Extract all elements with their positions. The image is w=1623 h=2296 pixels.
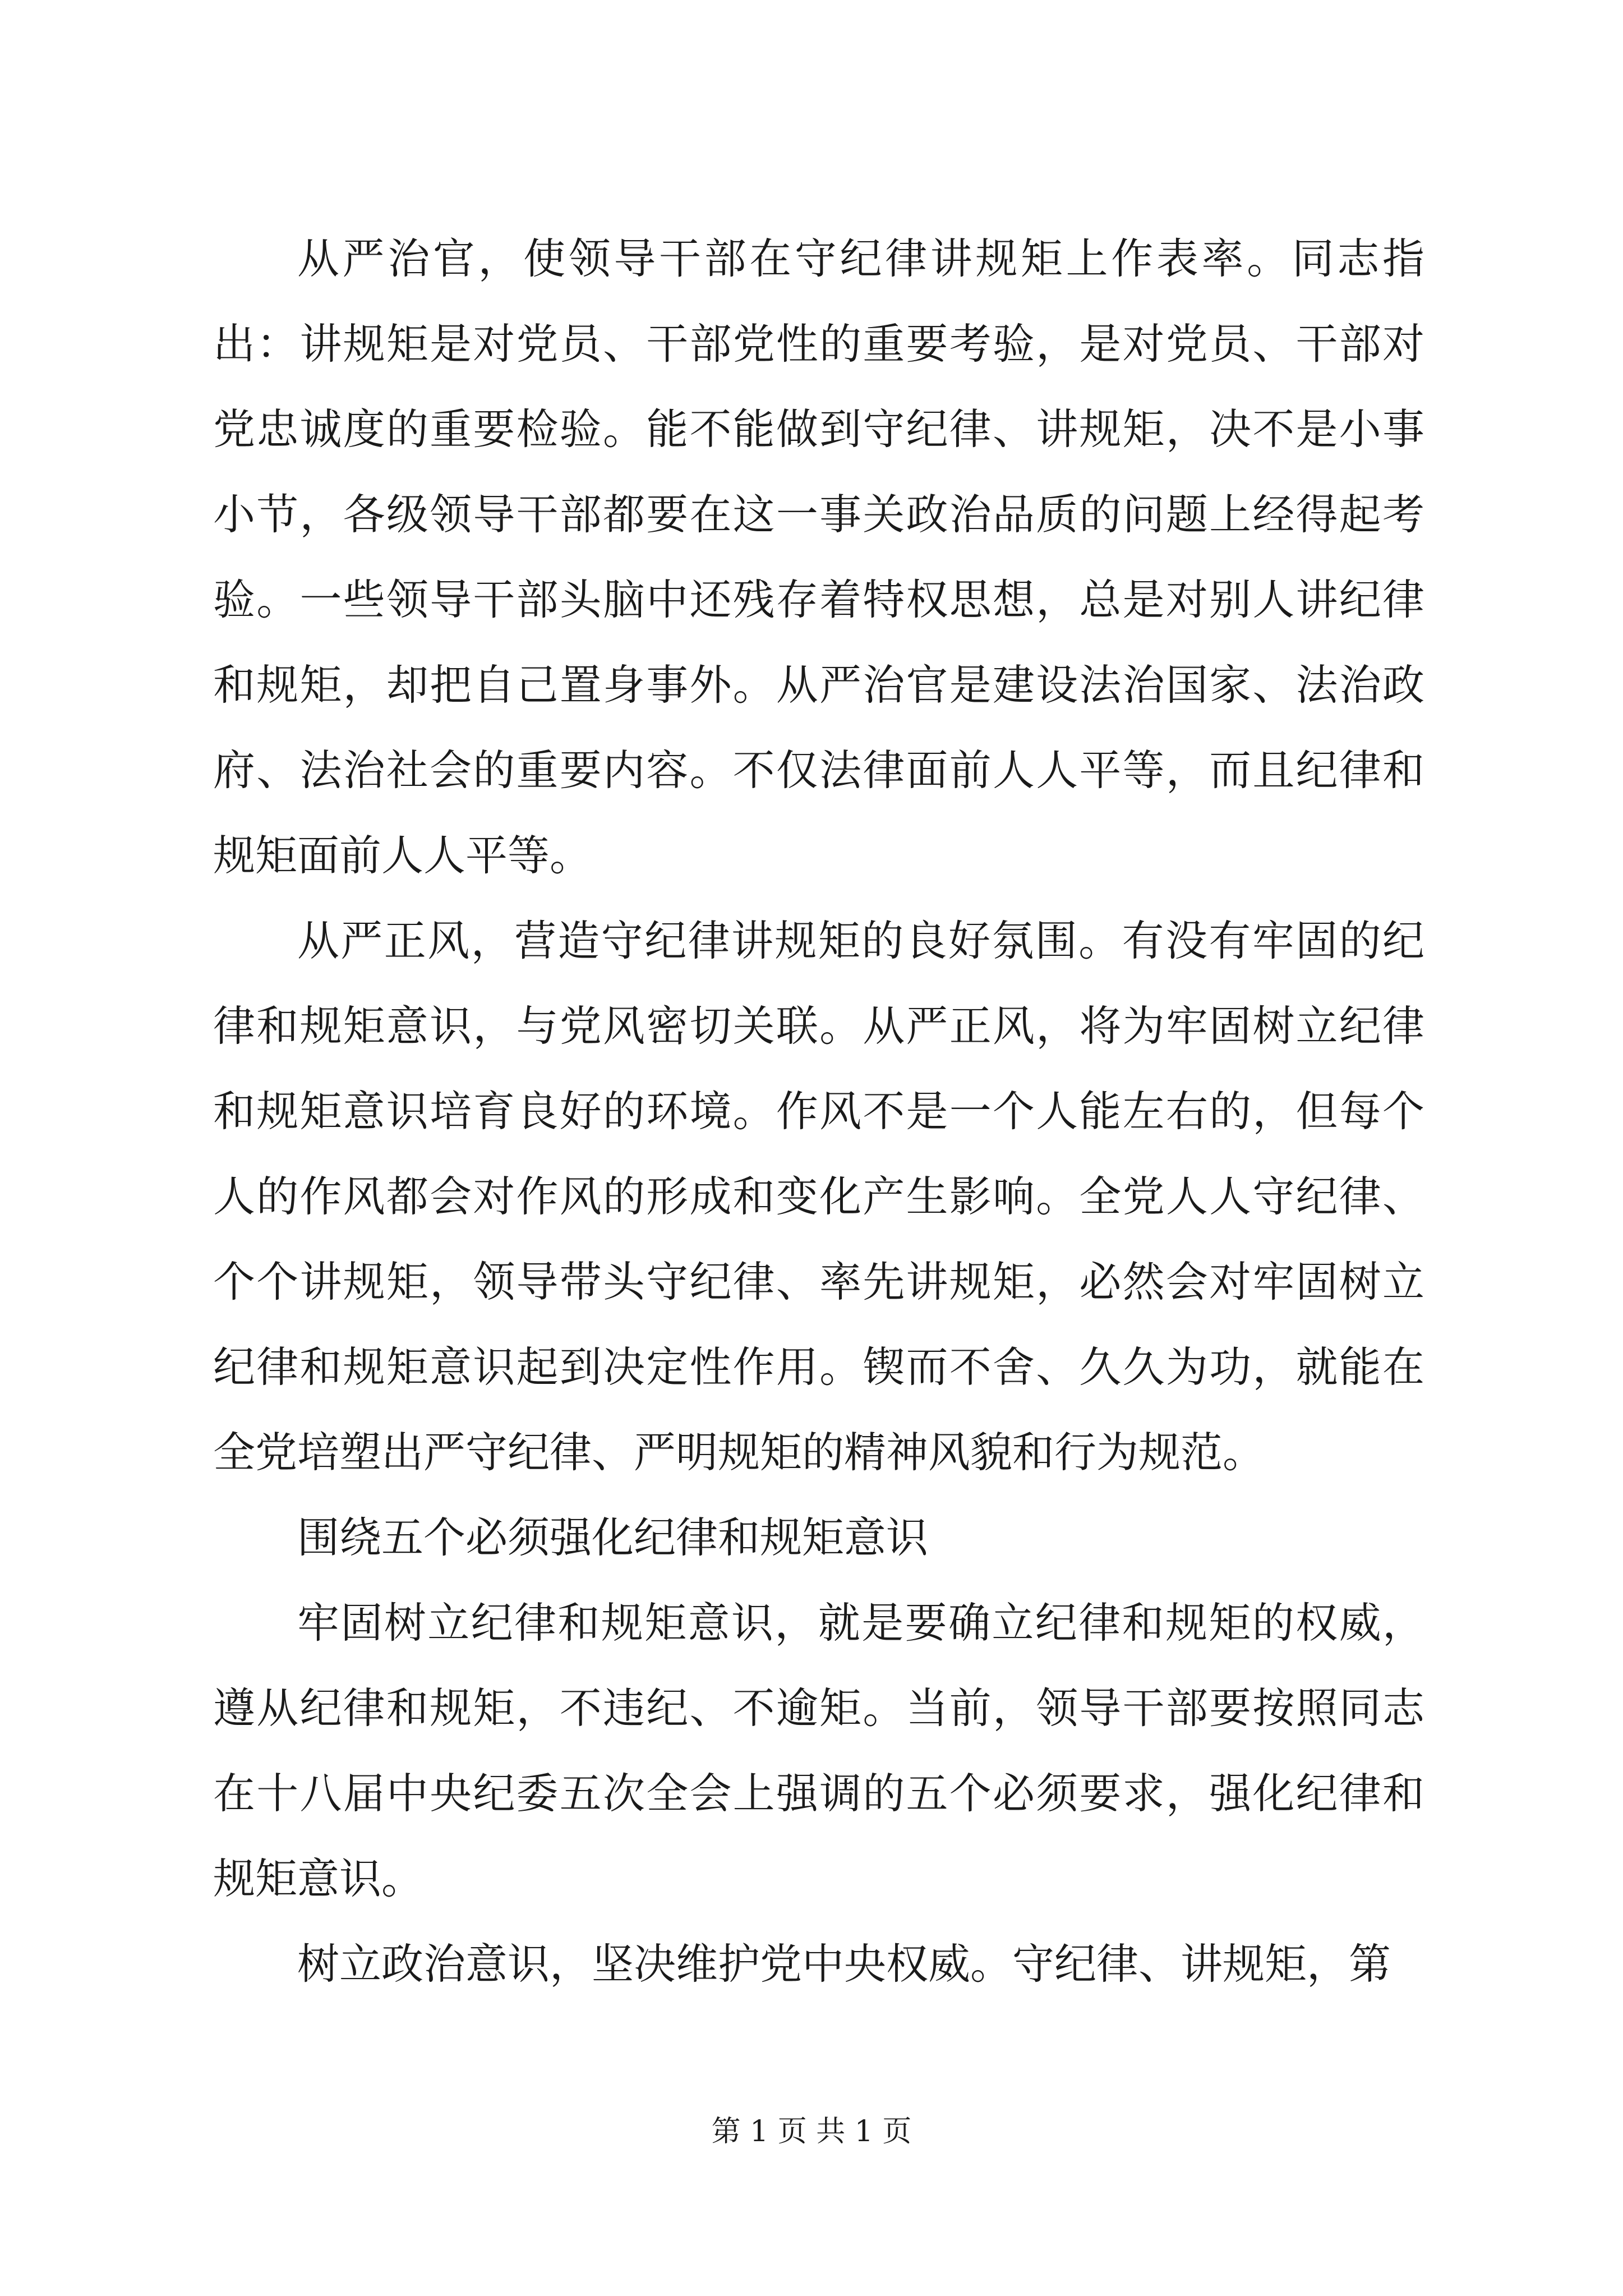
paragraph-political-awareness: 树立政治意识，坚决维护党中央权威。守纪律、讲规矩，第: [297, 1939, 1391, 1989]
document-body: [213, 216, 1424, 2007]
paragraph-establish-authority: 牢固树立纪律和规矩意识，就是要确立纪律和规矩的权威，遵从纪律和规矩，不违纪、不逾矩。当前，领导干部要按照同志在十八届中央纪委五次全会上强调的五个必须要求，强化纪律和规矩意识。: [213, 1598, 1424, 1903]
page-number-footer: 第 1 页 共 1 页: [711, 2115, 912, 2148]
paragraph-strict-style: 从严正风，营造守纪律讲规矩的良好氛围。有没有牢固的纪律和规矩意识，与党风密切关联。从严正风，将为牢固树立纪律和规矩意识培育良好的环境。作风不是一个人能左右的，但每个人的作风都会对作风的形成和变化产生影响。全党人人守纪律、个个讲规矩，领导带头守纪律、率先讲规矩，必然会对牢固树立纪律和规矩意识起到决定性作用。锲而不舍、久久为功，就能在全党培塑出严守纪律、严明规矩的精神风貌和行为规范。: [213, 916, 1424, 1477]
section-heading: 围绕五个必须强化纪律和规矩意识: [297, 1513, 929, 1562]
paragraph-strict-officials: 从严治官，使领导干部在守纪律讲规矩上作表率。同志指出：讲规矩是对党员、干部党性的重要考验，是对党员、干部对党忠诚度的重要检验。能不能做到守纪律、讲规矩，决不是小事小节，各级领导干部都要在这一事关政治品质的问题上经得起考验。一些领导干部头脑中还残存着特权思想，总是对别人讲纪律和规矩，却把自己置身事外。从严治官是建设法治国家、法治政府、法治社会的重要内容。不仅法律面前人人平等，而且纪律和规矩面前人人平等。: [213, 234, 1424, 880]
